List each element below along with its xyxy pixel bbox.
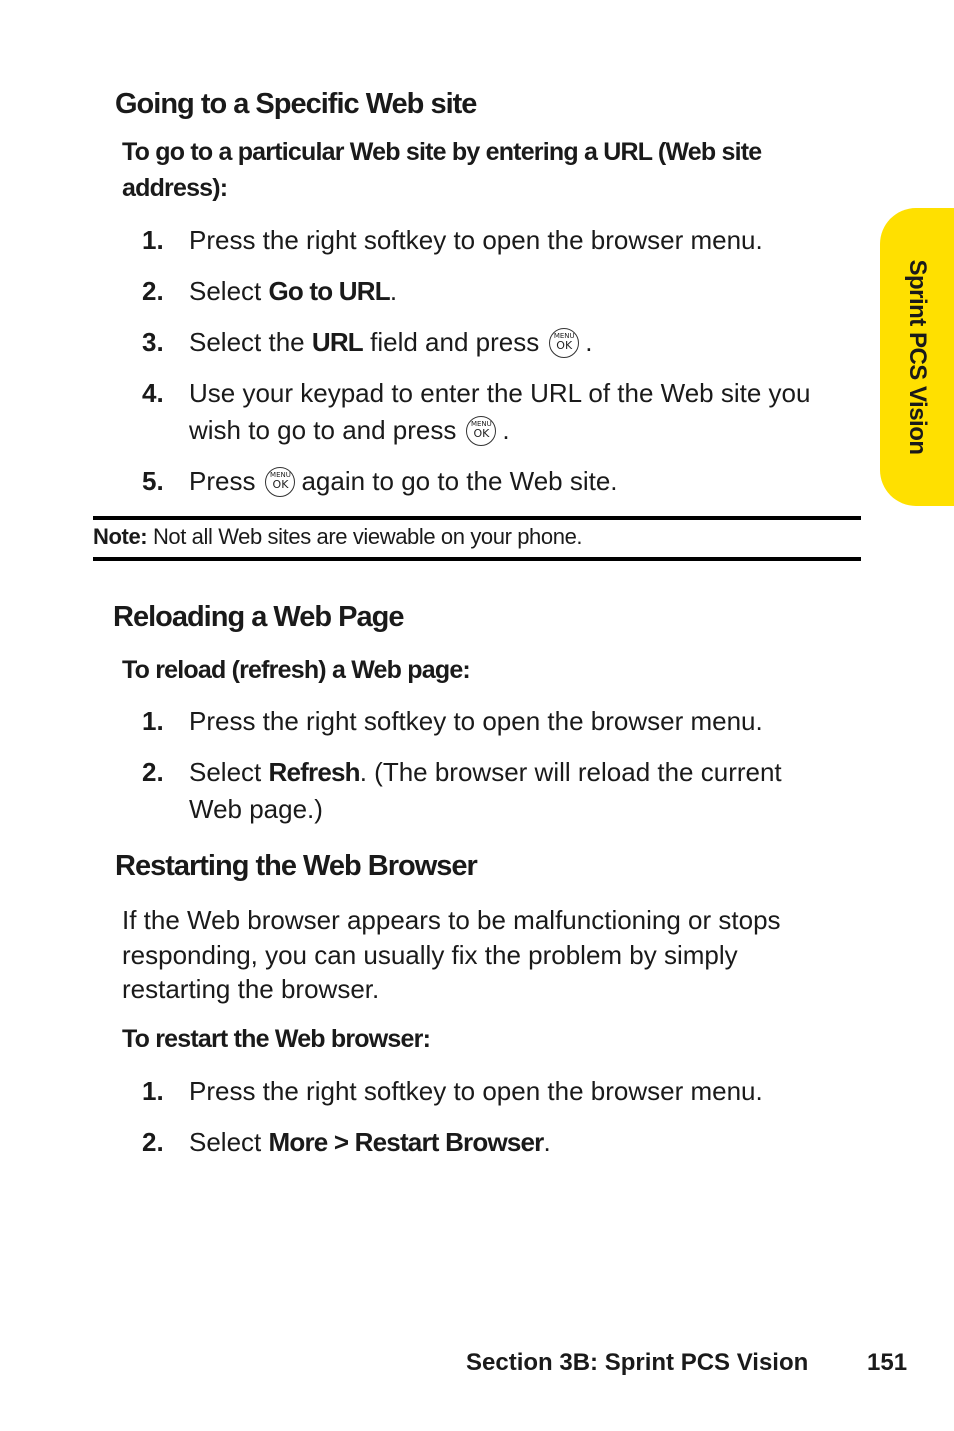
menu-option-refresh: Refresh <box>268 757 360 787</box>
step-number: 2. <box>142 1127 164 1157</box>
step-text: Select <box>189 757 269 787</box>
step-text: Select the <box>189 327 312 357</box>
menu-option-restart-browser: More > Restart Browser <box>268 1127 544 1157</box>
step-text-end: . <box>585 327 593 357</box>
step-number: 5. <box>142 466 164 496</box>
section-heading-reloading: Reloading a Web Page <box>113 601 404 633</box>
section-intro-restarting: To restart the Web browser: <box>122 1025 431 1053</box>
note <box>93 522 582 552</box>
step-text-end: . <box>543 1127 551 1157</box>
section-intro-reloading: To reload (refresh) a Web page: <box>122 656 470 684</box>
step-text: Press the right softkey to open the browser menu. <box>189 1076 763 1106</box>
step-number: 1. <box>142 706 164 736</box>
step-number: 4. <box>142 378 164 408</box>
step-text-end: again to go to the Web site. <box>301 466 618 496</box>
footer-section-title: Section 3B: Sprint PCS Vision <box>466 1349 809 1376</box>
step-number: 1. <box>142 1076 164 1106</box>
step-text-mid: field and press <box>362 327 540 357</box>
menu-ok-key-icon: MENU OK <box>549 328 579 358</box>
menu-ok-key-icon: MENU OK <box>265 467 295 497</box>
section-paragraph-restarting: If the Web browser appears to be malfunctioning or stops responding, you can usually fix the problem by simply restarting the browser. <box>122 905 781 1004</box>
section-heading-restarting: Restarting the Web Browser <box>115 850 477 882</box>
step-text: Select <box>189 276 269 306</box>
step-text-end: . <box>389 276 398 306</box>
step-text: Use your keypad to enter the URL of the Web site you <box>189 378 811 408</box>
note-label: Note: <box>93 524 148 549</box>
step-text-end: . <box>502 415 510 445</box>
note-text: Not all Web sites are viewable on your phone. <box>152 524 583 549</box>
step-text: Press the right softkey to open the browser menu. <box>189 706 763 736</box>
section-intro-going-to-url: To go to a particular Web site by entering a URL (Web site address): <box>122 138 762 202</box>
section-heading-going-to-url: Going to a Specific Web site <box>115 88 477 120</box>
note-bottom-rule <box>93 557 861 561</box>
step-number: 2. <box>142 757 164 787</box>
menu-option-go-to-url: Go to URL <box>268 276 390 306</box>
side-tab-label: Sprint PCS Vision <box>904 259 931 455</box>
step-number: 1. <box>142 225 164 255</box>
step-text: Select <box>189 1127 269 1157</box>
menu-ok-key-icon: MENU OK <box>466 416 496 446</box>
step-text-line2: wish to go to and press <box>189 415 457 445</box>
step-number: 3. <box>142 327 164 357</box>
step-text-end: . (The browser will reload the current Web page.) <box>189 757 782 824</box>
step-text: Press the right softkey to open the browser menu. <box>189 225 763 255</box>
step-number: 2. <box>142 276 164 306</box>
note-top-rule <box>93 516 861 520</box>
step-text: Press <box>189 466 256 496</box>
page-number: 151 <box>867 1349 908 1376</box>
field-name-url: URL <box>311 327 363 357</box>
